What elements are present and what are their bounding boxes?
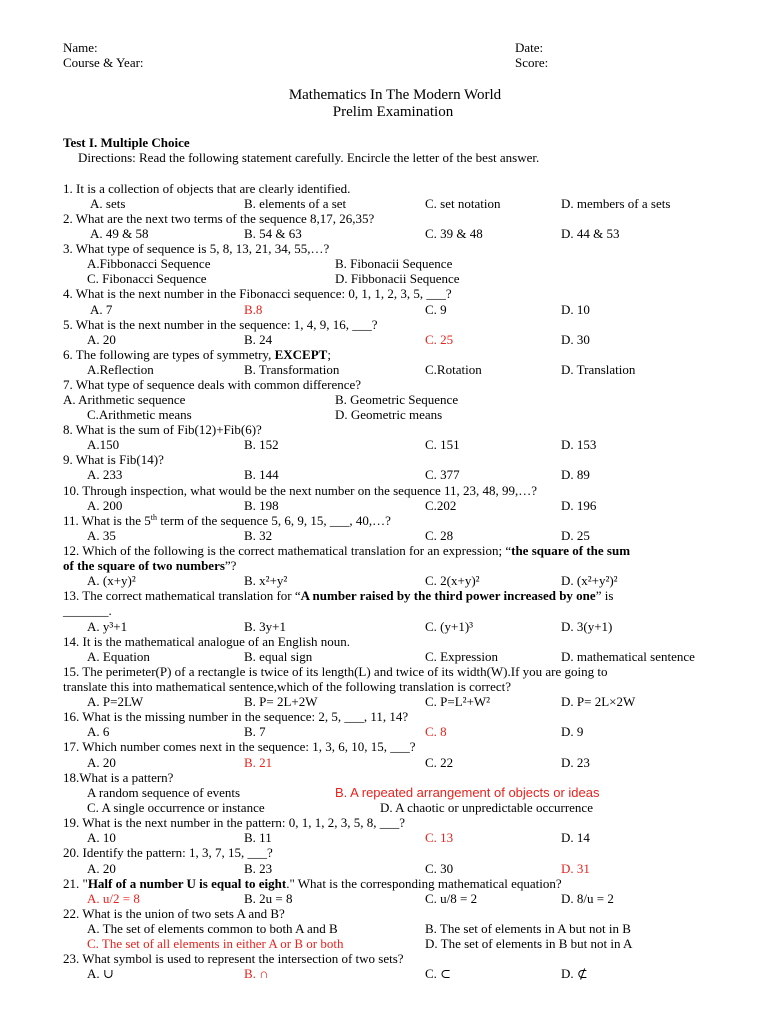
q23-choice-a: A. ∪: [87, 966, 114, 981]
question-6-emphasis: EXCEPT: [274, 347, 328, 362]
q4-choice-c: C. 9: [425, 302, 447, 317]
question-11-text: 11. What is the 5: [63, 513, 151, 528]
name-label: Name:: [63, 40, 98, 55]
q18-choice-b-answer: B. A repeated arrangement of objects or ideas: [335, 785, 600, 800]
q18-choice-c: C. A single occurrence or instance: [87, 800, 265, 815]
q7-choice-d: D. Geometric means: [335, 407, 443, 422]
q14-choice-c: C. Expression: [425, 649, 498, 664]
q14-choice-d: D. mathematical sentence: [561, 649, 695, 664]
q2-choice-c: C. 39 & 48: [425, 226, 483, 241]
q12-choice-a: A. (x+y)²: [87, 573, 136, 588]
question-4: 4. What is the next number in the Fibonacci sequence: 0, 1, 1, 2, 3, 5, ___?: [63, 286, 452, 301]
ordinal-superscript: th: [150, 513, 157, 522]
q14-choice-a: A. Equation: [87, 649, 150, 664]
question-3: 3. What type of sequence is 5, 8, 13, 21, 34, 55,…?: [63, 241, 330, 256]
question-6: [63, 347, 331, 362]
q7-choice-b: B. Geometric Sequence: [335, 392, 459, 407]
question-21-emphasis: Half of a number U is equal to eight: [87, 876, 287, 891]
q3-choice-d: D. Fibbonacii Sequence: [335, 271, 460, 286]
q3-choice-b: B. Fibonacii Sequence: [335, 256, 453, 271]
question-19: 19. What is the next number in the pattern: 0, 1, 1, 2, 3, 5, 8, ___?: [63, 815, 406, 830]
question-15-line2: translate this into mathematical sentence,which of the following translation is correct?: [63, 679, 511, 694]
q3-choice-c: C. Fibonacci Sequence: [87, 271, 207, 286]
test-heading: Test I. Multiple Choice: [63, 135, 190, 150]
question-21-text: 21. ": [63, 876, 88, 891]
q13-choice-b: B. 3y+1: [244, 619, 287, 634]
q13-choice-c: C. (y+1)³: [425, 619, 474, 634]
date-label: Date:: [515, 40, 544, 55]
q15-choice-b: B. P= 2L+2W: [244, 694, 318, 709]
q5-choice-a: A. 20: [87, 332, 116, 347]
q21-choice-b: B. 2u = 8: [244, 891, 293, 906]
question-2: 2. What are the next two terms of the sequence 8,17, 26,35?: [63, 211, 375, 226]
q7-choice-a: A. Arithmetic sequence: [63, 392, 186, 407]
question-16: 16. What is the missing number in the sequence: 2, 5, ___, 11, 14?: [63, 709, 409, 724]
q17-choice-a: A. 20: [87, 755, 116, 770]
q11-choice-c: C. 28: [425, 528, 454, 543]
question-13-end: ” is: [595, 588, 614, 603]
question-14: 14. It is the mathematical analogue of an English noun.: [63, 634, 351, 649]
q19-choice-c-answer: C. 13: [425, 830, 454, 845]
q13-choice-a: A. y³+1: [87, 619, 128, 634]
q7-choice-c: C.Arithmetic means: [87, 407, 192, 422]
question-8: 8. What is the sum of Fib(12)+Fib(6)?: [63, 422, 262, 437]
question-7: 7. What type of sequence deals with common difference?: [63, 377, 362, 392]
q10-choice-d: D. 196: [561, 498, 597, 513]
question-10: 10. Through inspection, what would be the next number on the sequence 11, 23, 48, 99,…?: [63, 483, 538, 498]
question-13-emphasis: A number raised by the third power increased by one: [300, 588, 596, 603]
q9-choice-a: A. 233: [87, 467, 123, 482]
q22-choice-b: B. The set of elements in A but not in B: [425, 921, 631, 936]
question-12-text: 12. Which of the following is the correct mathematical translation for an expression; “: [63, 543, 512, 558]
q17-choice-d: D. 23: [561, 755, 590, 770]
q23-choice-c: C. ⊂: [425, 966, 452, 981]
question-23: 23. What symbol is used to represent the intersection of two sets?: [63, 951, 404, 966]
question-13-blank: _______.: [63, 603, 112, 618]
q20-choice-a: A. 20: [87, 861, 116, 876]
question-9: 9. What is Fib(14)?: [63, 452, 164, 467]
q6-choice-b: B. Transformation: [244, 362, 340, 377]
q17-choice-b-answer: B. 21: [244, 755, 273, 770]
q22-choice-c-answer: C. The set of all elements in either A or B or both: [87, 936, 344, 951]
question-11: [63, 513, 391, 528]
q6-choice-d: D. Translation: [561, 362, 636, 377]
exam-title: Mathematics In The Modern World: [288, 87, 502, 103]
q9-choice-d: D. 89: [561, 467, 590, 482]
q11-choice-d: D. 25: [561, 528, 590, 543]
q23-choice-d: D. ⊄: [561, 966, 588, 981]
q21-choice-c: C. u/8 = 2: [425, 891, 478, 906]
question-13-text: 13. The correct mathematical translation for “: [63, 588, 301, 603]
question-11-end: term of the sequence 5, 6, 9, 15, ___, 40,…?: [156, 513, 391, 528]
question-20: 20. Identify the pattern: 1, 3, 7, 15, ___?: [63, 845, 273, 860]
question-17: 17. Which number comes next in the sequence: 1, 3, 6, 10, 15, ___?: [63, 739, 416, 754]
q3-choice-a: A.Fibbonacci Sequence: [87, 256, 211, 271]
question-21: [63, 876, 562, 891]
question-18: 18.What is a pattern?: [63, 770, 174, 785]
q10-choice-b: B. 198: [244, 498, 279, 513]
question-12-line2: [63, 558, 236, 573]
question-15: 15. The perimeter(P) of a rectangle is twice of its length(L) and twice of its width(W).If you are going to: [63, 664, 608, 679]
q6-choice-a: A.Reflection: [87, 362, 154, 377]
q10-choice-c: C.202: [425, 498, 457, 513]
q1-choice-d: D. members of a sets: [561, 196, 671, 211]
question-12-end: ”?: [224, 558, 237, 573]
q12-choice-c: C. 2(x+y)²: [425, 573, 480, 588]
q8-choice-a: A.150: [87, 437, 120, 452]
q19-choice-d: D. 14: [561, 830, 590, 845]
q16-choice-a: A. 6: [87, 724, 110, 739]
q4-choice-b-answer: B.8: [244, 302, 263, 317]
question-6-text: 6. The following are types of symmetry,: [63, 347, 275, 362]
q15-choice-d: D. P= 2L×2W: [561, 694, 636, 709]
q1-choice-c: C. set notation: [425, 196, 501, 211]
q11-choice-a: A. 35: [87, 528, 116, 543]
course-year-label: Course & Year:: [63, 55, 144, 70]
q19-choice-b: B. 11: [244, 830, 272, 845]
q6-choice-c: C.Rotation: [425, 362, 482, 377]
q5-choice-c-answer: C. 25: [425, 332, 454, 347]
q2-choice-d: D. 44 & 53: [561, 226, 620, 241]
q17-choice-c: C. 22: [425, 755, 454, 770]
q8-choice-d: D. 153: [561, 437, 597, 452]
question-12-emphasis-cont: of the square of two numbers: [63, 558, 225, 573]
q22-choice-a: A. The set of elements common to both A and B: [87, 921, 338, 936]
q12-choice-d: D. (x²+y²)²: [561, 573, 618, 588]
q2-choice-b: B. 54 & 63: [244, 226, 302, 241]
q16-choice-b: B. 7: [244, 724, 266, 739]
q23-choice-b-answer: B. ∩: [244, 966, 269, 981]
q21-choice-a-answer: A. u/2 = 8: [87, 891, 140, 906]
q20-choice-b: B. 23: [244, 861, 273, 876]
q8-choice-b: B. 152: [244, 437, 279, 452]
question-12: [63, 543, 630, 558]
q16-choice-c-answer: C. 8: [425, 724, 447, 739]
q9-choice-b: B. 144: [244, 467, 279, 482]
q5-choice-d: D. 30: [561, 332, 590, 347]
question-22: 22. What is the union of two sets A and B?: [63, 906, 285, 921]
score-label: Score:: [515, 55, 549, 70]
q20-choice-c: C. 30: [425, 861, 454, 876]
question-21-end: ." What is the corresponding mathematical equation?: [286, 876, 562, 891]
question-1: 1. It is a collection of objects that are clearly identified.: [63, 181, 351, 196]
directions-text: Directions: Read the following statement carefully. Encircle the letter of the best answer.: [78, 150, 540, 165]
q5-choice-b: B. 24: [244, 332, 273, 347]
q8-choice-c: C. 151: [425, 437, 460, 452]
exam-subtitle: Prelim Examination: [332, 104, 454, 120]
q11-choice-b: B. 32: [244, 528, 273, 543]
question-5: 5. What is the next number in the sequence: 1, 4, 9, 16, ___?: [63, 317, 378, 332]
q13-choice-d: D. 3(y+1): [561, 619, 613, 634]
question-12-emphasis: the square of the sum: [511, 543, 631, 558]
q4-choice-a: A. 7: [90, 302, 113, 317]
question-13: [63, 588, 613, 603]
q20-choice-d-answer: D. 31: [561, 861, 590, 876]
q21-choice-d: D. 8/u = 2: [561, 891, 614, 906]
q9-choice-c: C. 377: [425, 467, 460, 482]
q18-choice-d: D. A chaotic or unpredictable occurrence: [380, 800, 593, 815]
q22-choice-d: D. The set of elements in B but not in A: [425, 936, 633, 951]
q2-choice-a: A. 49 & 58: [90, 226, 149, 241]
q16-choice-d: D. 9: [561, 724, 584, 739]
q12-choice-b: B. x²+y²: [244, 573, 288, 588]
q1-choice-b: B. elements of a set: [244, 196, 347, 211]
q19-choice-a: A. 10: [87, 830, 116, 845]
q1-choice-a: A. sets: [90, 196, 126, 211]
question-6-end: ;: [327, 347, 331, 362]
q4-choice-d: D. 10: [561, 302, 590, 317]
q15-choice-c: C. P=L²+W²: [425, 694, 491, 709]
q10-choice-a: A. 200: [87, 498, 123, 513]
q18-choice-a: A random sequence of events: [87, 785, 241, 800]
q14-choice-b: B. equal sign: [244, 649, 313, 664]
q15-choice-a: A. P=2LW: [87, 694, 144, 709]
